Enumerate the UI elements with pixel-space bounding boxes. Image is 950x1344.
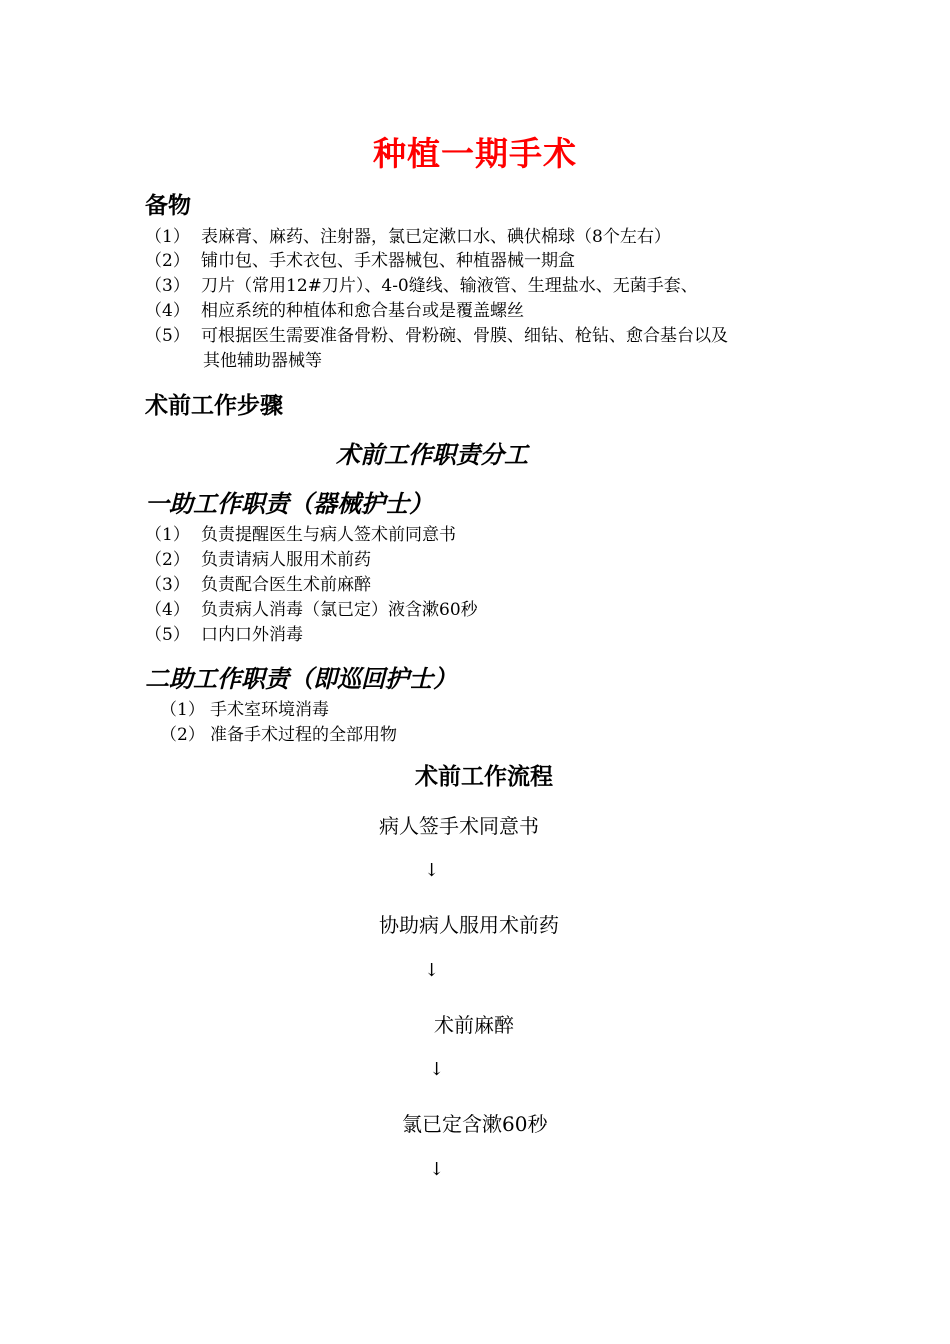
supplies-item bbox=[145, 274, 698, 299]
page-title: 种植一期手术 bbox=[373, 134, 577, 173]
item-text: 准备手术过程的全部用物 bbox=[210, 725, 397, 745]
item-number: （3） bbox=[145, 575, 190, 595]
down-arrow-icon: ↓ bbox=[429, 1059, 445, 1080]
item-text: 负责提醒医生与病人签术前同意书 bbox=[201, 525, 456, 545]
supplies-item bbox=[145, 299, 524, 324]
item-text: 铺巾包、手术衣包、手术器械包、种植器械一期盒 bbox=[201, 251, 575, 271]
down-arrow-icon: ↓ bbox=[424, 860, 440, 881]
item-number: （1） bbox=[145, 525, 190, 545]
division-heading: 术前工作职责分工 bbox=[336, 440, 528, 469]
flow-step: 氯已定含漱60秒 bbox=[402, 1112, 548, 1136]
item-number: （3） bbox=[145, 276, 190, 296]
item-number: （4） bbox=[145, 301, 190, 321]
item-number: （2） bbox=[145, 550, 190, 570]
item-number: （1） bbox=[160, 700, 205, 720]
item-text: 负责请病人服用术前药 bbox=[201, 550, 371, 570]
supplies-item bbox=[145, 324, 728, 349]
first-assistant-heading: 一助工作职责（器械护士） bbox=[145, 489, 433, 518]
item-text: 负责配合医生术前麻醉 bbox=[201, 575, 371, 595]
item-number: （2） bbox=[160, 725, 205, 745]
item-text: 负责病人消毒（氯已定）液含漱60秒 bbox=[201, 600, 478, 620]
item-text: 手术室环境消毒 bbox=[210, 700, 329, 720]
supplies-item-continuation: 其他辅助器械等 bbox=[203, 351, 322, 371]
item-number: （2） bbox=[145, 251, 190, 271]
second-assistant-item bbox=[160, 698, 329, 723]
down-arrow-icon: ↓ bbox=[429, 1159, 445, 1180]
second-assistant-item bbox=[160, 723, 397, 748]
flow-heading: 术前工作流程 bbox=[415, 763, 553, 790]
supplies-item bbox=[145, 225, 671, 250]
item-text: 可根据医生需要准备骨粉、骨粉碗、骨膜、细钻、枪钻、愈合基台以及 bbox=[201, 326, 728, 346]
down-arrow-icon: ↓ bbox=[424, 960, 440, 981]
flow-step: 病人签手术同意书 bbox=[379, 814, 539, 838]
item-number: （1） bbox=[145, 227, 190, 247]
second-assistant-heading: 二助工作职责（即巡回护士） bbox=[145, 664, 457, 693]
supplies-heading: 备物 bbox=[145, 192, 191, 219]
item-text: 相应系统的种植体和愈合基台或是覆盖螺丝 bbox=[201, 301, 524, 321]
item-text: 口内口外消毒 bbox=[201, 625, 303, 645]
item-text: 刀片（常用12#刀片）、4-0缝线、输液管、生理盐水、无菌手套、 bbox=[201, 276, 698, 296]
first-assistant-item bbox=[145, 523, 456, 548]
flow-step: 术前麻醉 bbox=[434, 1013, 514, 1037]
first-assistant-item bbox=[145, 548, 371, 573]
item-number: （5） bbox=[145, 625, 190, 645]
first-assistant-item bbox=[145, 598, 478, 623]
flow-step: 协助病人服用术前药 bbox=[379, 913, 559, 937]
item-text: 表麻膏、麻药、注射器，氯已定漱口水、碘伏棉球（8个左右） bbox=[201, 227, 671, 247]
first-assistant-item bbox=[145, 623, 303, 648]
supplies-item bbox=[145, 249, 575, 274]
item-number: （5） bbox=[145, 326, 190, 346]
item-number: （4） bbox=[145, 600, 190, 620]
first-assistant-item bbox=[145, 573, 371, 598]
steps-heading: 术前工作步骤 bbox=[145, 392, 283, 419]
